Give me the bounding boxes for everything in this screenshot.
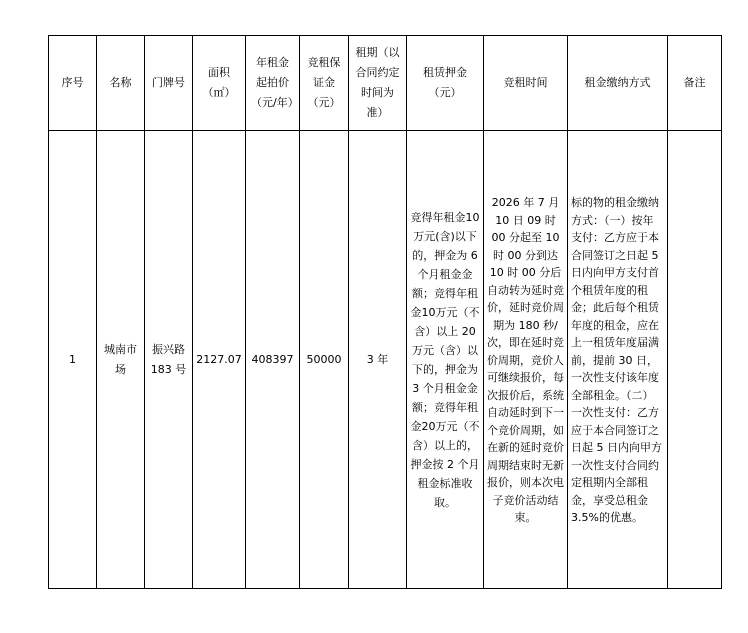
- header-payment-method: 租金缴纳方式: [568, 36, 668, 131]
- cell-door-no: 振兴路 183 号: [145, 131, 193, 589]
- header-bid-deposit: 竞租保证金（元）: [300, 36, 349, 131]
- header-lease-deposit: 租赁押金（元）: [407, 36, 484, 131]
- header-area: 面积（㎡）: [193, 36, 246, 131]
- cell-lease-deposit: 竞得年租金10万元(含)以下的，押金为 6 个月租金金额；竞得年租金10万元（不含）以上 20万元（含）以下的，押金为 3 个月租金金额；竞得年租金20万元（不含）以上的，押金按 2 个月租金标准收取。: [407, 131, 484, 589]
- header-start-price: 年租金起拍价（元/年）: [246, 36, 300, 131]
- table-row: [49, 131, 722, 589]
- cell-area: 2127.07: [193, 131, 246, 589]
- header-seq: 序号: [49, 36, 97, 131]
- cell-name: 城南市场: [97, 131, 145, 589]
- cell-payment-method: 标的物的租金缴纳方式：（一）按年支付：乙方应于本合同签订之日起 5 日内向甲方支付首个租赁年度的租金；此后每个租赁年度的租金，应在上一租赁年度届满前，提前 30 日，一次性支付该年度全部租金。（二）一次性支付：乙方应于本合同签订之日起 5 日内向甲方一次性支付合同约定租期内全部租金，享受总租金 3.5%的优惠。: [568, 131, 668, 589]
- header-term: 租期（以合同约定时间为准）: [349, 36, 407, 131]
- cell-bid-deposit: 50000: [300, 131, 349, 589]
- cell-remark: [668, 131, 722, 589]
- header-remark: 备注: [668, 36, 722, 131]
- header-name: 名称: [97, 36, 145, 131]
- table-header-row: [49, 36, 722, 131]
- cell-start-price: 408397: [246, 131, 300, 589]
- header-door-no: 门牌号: [145, 36, 193, 131]
- header-bid-time: 竞租时间: [484, 36, 568, 131]
- cell-bid-time: 2026 年 7 月 10 日 09 时 00 分起至 10 时 00 分到达 10 时 00 分后自动转为延时竞价，延时竞价周期为 180 秒/次，即在延时竞价周期，竞价人可继续报价，每次报价后，系统自动延时到下一个竞价周期，如在新的延时竞价周期结束时无新报价，则本次电子竞价活动结束。: [484, 131, 568, 589]
- cell-term: 3 年: [349, 131, 407, 589]
- cell-seq: 1: [49, 131, 97, 589]
- rental-listing-table: [48, 35, 722, 589]
